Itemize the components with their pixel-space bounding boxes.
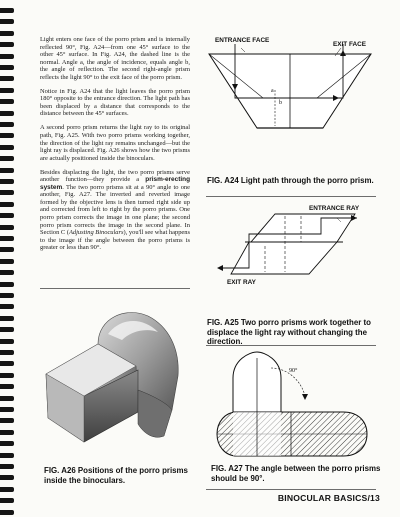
binding-hole <box>0 453 14 458</box>
binding-hole <box>0 475 14 480</box>
binding-hole <box>0 418 14 423</box>
binding-hole <box>0 396 14 401</box>
binding-hole <box>0 8 14 13</box>
divider-footer <box>206 489 376 490</box>
divider-a27-top <box>206 345 376 346</box>
binding-hole <box>0 88 14 93</box>
binding-hole <box>0 464 14 469</box>
paragraph-2: Notice in Fig. A24 that the light leaves the porro prism 180° opposite to the entrance direction. The light path has been displaced by a distance that corresponds to the distance between the 45° surfaces. <box>40 87 190 118</box>
binding-hole <box>0 247 14 252</box>
binding-hole <box>0 430 14 435</box>
binding-hole <box>0 190 14 195</box>
fig-a25-diagram <box>205 200 375 294</box>
entrance-face-leader <box>241 48 245 52</box>
binding-hole <box>0 293 14 298</box>
binding-hole <box>0 42 14 47</box>
divider-a25 <box>40 288 190 289</box>
binding-hole <box>0 225 14 230</box>
binding-hole <box>0 270 14 275</box>
paragraph-4-start: Besides displacing the light, the two porro prisms serve another function—they provide a <box>40 168 190 184</box>
binding-hole <box>0 54 14 59</box>
binding-hole <box>0 156 14 161</box>
binding-hole <box>0 510 14 515</box>
prism-erecting-term: prism-erecting system <box>40 176 190 191</box>
fig-a27-caption: FIG. A27 The angle between the porro prisms should be 90°. <box>211 464 381 483</box>
angle-label: 90° <box>289 368 298 374</box>
fig-a26-image <box>40 300 200 460</box>
binding-hole <box>0 259 14 264</box>
body-text-column <box>40 36 190 258</box>
binding-hole <box>0 498 14 503</box>
binding-hole <box>0 145 14 150</box>
binding-hole <box>0 350 14 355</box>
page-footer: BINOCULAR BASICS/13 <box>277 493 380 503</box>
fig-a25-caption: FIG. A25 Two porro prisms work together to displace the light ray without changing the direction. <box>207 318 371 347</box>
light-path-arrow <box>340 50 346 56</box>
fig-a27-diagram <box>215 350 375 460</box>
entrance-face-label: ENTRANCE FACE <box>215 37 270 44</box>
paragraph-4-middle: . The two porro prisms sit at a 90° angle to one another, Fig. A27. The inverted and reverted image formed by the objective lens is then turned right side up and corrected from left to right by the porro prisms. One porro prism corrects the image in one plane; the second porro prism corrects the image in the second plane. In Section C ( <box>40 183 190 237</box>
binding-hole <box>0 179 14 184</box>
binding-hole <box>0 304 14 309</box>
fig-a24-diagram <box>205 34 375 144</box>
binding-hole <box>0 65 14 70</box>
ray-arrow <box>217 265 223 271</box>
binding-hole <box>0 19 14 24</box>
lower-porro-prism <box>231 242 337 274</box>
binding-hole <box>0 122 14 127</box>
angle-arc-arrow <box>302 394 308 400</box>
binding-hole <box>0 316 14 321</box>
divider-a24 <box>206 196 376 197</box>
angle-b-label: b <box>279 100 282 106</box>
binding-hole <box>0 133 14 138</box>
fig-a26-caption: FIG. A26 Positions of the porro prisms inside the binoculars. <box>44 466 188 485</box>
paragraph-1: Light enters one face of the porro prism and is internally reflected 90°, Fig. A24—from one 45° surface to the other 45° surface. In Fig. A24, the dashed line is the normal. Angle a, the angle of incidence, equals angle b, the angle of reflection. The second right-angle prism reflects the light 90° to the exit face of the porro prism. <box>40 36 190 81</box>
section-reference: Adjusting Binoculars <box>68 229 124 237</box>
binding-hole <box>0 202 14 207</box>
binding-hole <box>0 361 14 366</box>
binding-hole <box>0 99 14 104</box>
binding-hole <box>0 236 14 241</box>
binding-hole <box>0 76 14 81</box>
binding-hole <box>0 441 14 446</box>
exit-face-label: EXIT FACE <box>333 41 367 48</box>
binding-hole <box>0 282 14 287</box>
binding-hole <box>0 373 14 378</box>
paragraph-3: A second porro prism returns the light ray to its original path, Fig. A25. With two porro prisms working together, the direction of the light ray remains unchanged—but the light ray is displaced. Fig. A26 shows how the two prisms are actually positioned inside the binoculars. <box>40 124 190 162</box>
binding-hole <box>0 339 14 344</box>
exit-ray-label: EXIT RAY <box>227 279 256 286</box>
fig-a24-caption: FIG. A24 Light path through the porro prism. <box>207 176 374 185</box>
binding-hole <box>0 168 14 173</box>
binding-hole <box>0 31 14 36</box>
paragraph-4-end: ), you'll see what happens to the image if the angle between the porro prisms is greater or less than 90°. <box>40 229 190 252</box>
binding-hole <box>0 327 14 332</box>
binding-hole <box>0 384 14 389</box>
spiral-binding <box>0 0 26 517</box>
entrance-ray-label: ENTRANCE RAY <box>309 205 360 212</box>
binding-hole <box>0 407 14 412</box>
angle-a-label: a <box>271 88 274 94</box>
binding-hole <box>0 213 14 218</box>
binding-hole <box>0 111 14 116</box>
paragraph-4 <box>40 169 190 252</box>
binding-hole <box>0 487 14 492</box>
